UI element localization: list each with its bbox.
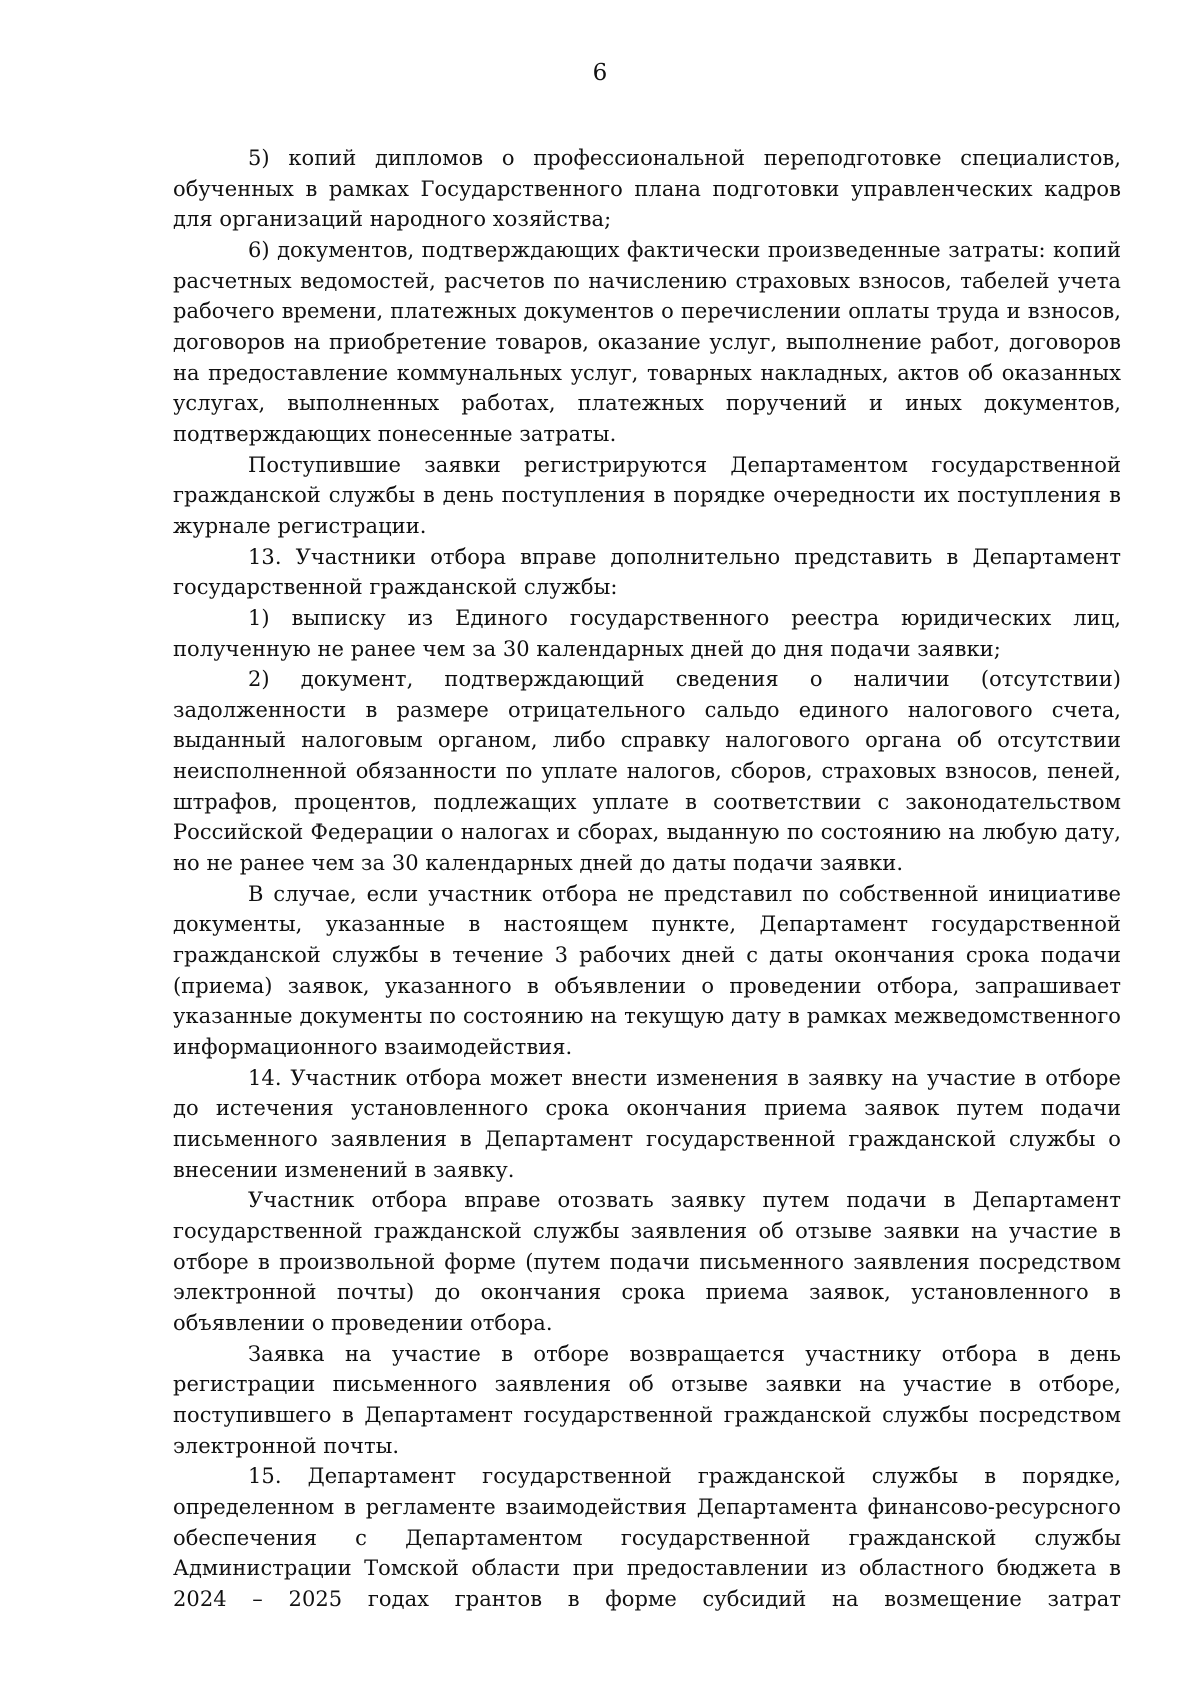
document-body — [173, 143, 1121, 1615]
paragraph-application-returned: Заявка на участие в отборе возвращается участнику отбора в день регистрации письменного заявления об отзыве заявки на участие в отборе, поступившего в Департамент государственной гражданской службы посредством электронной почты. — [173, 1341, 1121, 1458]
paragraph-13-item-2: 2) документ, подтверждающий сведения о наличии (отсутствии) задолженности в размере отрицательного сальдо единого налогового счета, выданный налоговым органом, либо справку налогового органа об отсутствии неисполненной обязанности по уплате налогов, сборов, страховых взносов, пеней, штрафов, процентов, подлежащих уплате в соответствии с законодательством Российской Федерации о налогах и сборах, выданную по состоянию на любую дату, но не ранее чем за 30 календарных дней до даты подачи заявки. — [173, 667, 1121, 876]
paragraph-withdraw-application: Участник отбора вправе отозвать заявку путем подачи в Департамент государственной гражданской службы заявления об отзыве заявки на участие в отборе в произвольной форме (путем подачи письменного заявления посредством электронной почты) до окончания срока приема заявок, установленного в объявлении о проведении отбора. — [173, 1188, 1121, 1335]
paragraph-interagency-request: В случае, если участник отбора не представил по собственной инициативе документы, указанные в настоящем пункте, Департамент государственной гражданской службы в течение 3 рабочих дней с даты окончания срока подачи (приема) заявок, указанного в объявлении о проведении отбора, запрашивает указанные документы по состоянию на текущую дату в рамках межведомственного информационного взаимодействия. — [173, 881, 1121, 1060]
paragraph-13-item-1: 1) выписку из Единого государственного реестра юридических лиц, полученную не ранее чем за 30 календарных дней до дня подачи заявки; — [173, 605, 1121, 661]
paragraph-item-5: 5) копий дипломов о профессиональной переподготовке специалистов, обученных в рамках Государственного плана подготовки управленческих кадров для организаций народного хозяйства; — [173, 146, 1121, 232]
paragraph-14: 14. Участник отбора может внести изменения в заявку на участие в отборе до истечения установленного срока окончания приема заявок путем подачи письменного заявления в Департамент государственной гражданской службы о внесении изменений в заявку. — [173, 1065, 1121, 1182]
paragraph-item-6: 6) документов, подтверждающих фактически произведенные затраты: копий расчетных ведомостей, расчетов по начислению страховых взносов, табелей учета рабочего времени, платежных документов о перечислении оплаты труда и взносов, договоров на приобретение товаров, оказание услуг, выполнение работ, договоров на предоставление коммунальных услуг, товарных накладных, актов об оказанных услугах, выполненных работах, платежных поручений и иных документов, подтверждающих понесенные затраты. — [173, 237, 1121, 446]
paragraph-13: 13. Участники отбора вправе дополнительно представить в Департамент государственной гражданской службы: — [173, 544, 1121, 600]
paragraph-applications-registration: Поступившие заявки регистрируются Департаментом государственной гражданской службы в день поступления в порядке очередности их поступления в журнале регистрации. — [173, 452, 1121, 538]
page-number: 6 — [592, 60, 608, 86]
paragraph-15: 15. Департамент государственной гражданской службы в порядке, определенном в регламенте взаимодействия Департамента финансово-ресурсного обеспечения с Департаментом государственной гражданской службы Администрации Томской области при предоставлении из областного бюджета в 2024 – 2025 годах грантов в форме субсидий на возмещение затрат — [173, 1464, 1121, 1611]
